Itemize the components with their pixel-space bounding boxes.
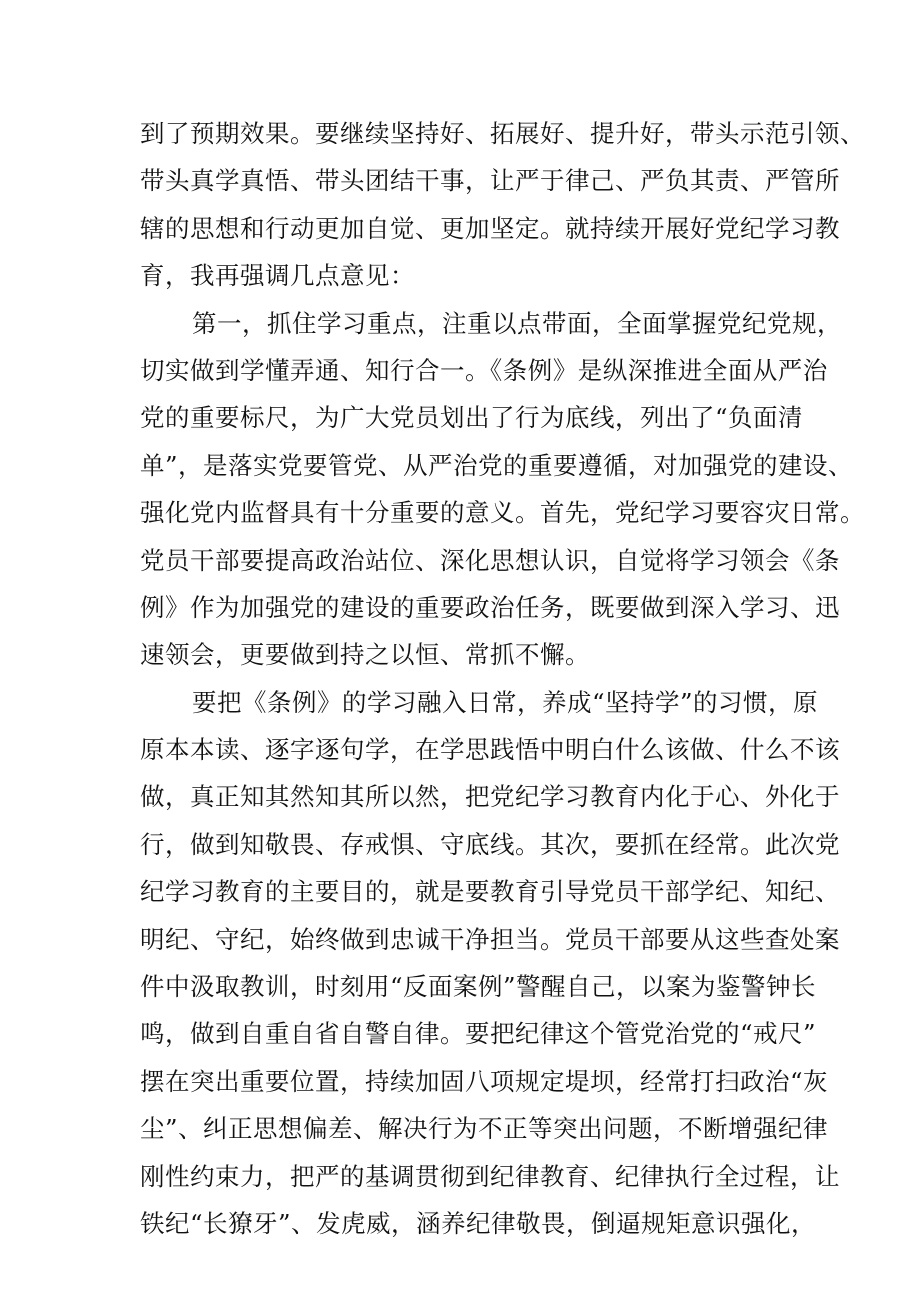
text-line: 做，真正知其然知其所以然，把党纪学习教育内化于心、外化于 — [140, 782, 840, 812]
paragraph-first-line: 第一，抓住学习重点，注重以点带面，全面掌握党纪党规， — [192, 308, 842, 338]
text-line: 单”，是落实党要管党、从严治党的重要遵循，对加强党的建设、 — [140, 450, 854, 480]
text-line: 尘”、纠正思想偏差、解决行为不正等突出问题，不断增强纪律 — [140, 1114, 829, 1144]
text-line: 明纪、守纪，始终做到忠诚干净担当。党员干部要从这些查处案 — [140, 924, 840, 954]
text-line: 切实做到学懂弄通、知行合一。《条例》是纵深推进全面从严治 — [140, 355, 828, 385]
text-line: 党员干部要提高政治站位、深化思想认识，自觉将学习领会《条 — [140, 545, 840, 575]
text-line: 强化党内监督具有十分重要的意义。首先，党纪学习要容灾日常。 — [140, 498, 865, 528]
text-line: 速领会，更要做到持之以恒、常抓不懈。 — [140, 640, 590, 670]
text-line: 到了预期效果。要继续坚持好、拓展好、提升好，带头示范引领、 — [140, 119, 865, 148]
text-line: 刚性约束力，把严的基调贯彻到纪律教育、纪律执行全过程，让 — [140, 1161, 840, 1191]
paragraph-first-line: 要把《条例》的学习融入日常，养成“坚持学”的习惯，原 — [192, 687, 819, 717]
text-line: 例》作为加强党的建设的重要政治任务，既要做到深入学习、迅 — [140, 592, 840, 622]
text-line: 带头真学真悟、带头团结干事，让严于律己、严负其责、严管所 — [140, 166, 840, 196]
text-line: 原本本读、逐字逐句学，在学思践悟中明白什么该做、什么不该 — [140, 735, 840, 765]
text-line: 件中汲取教训，时刻用“反面案例”警醒自己，以案为鉴警钟长 — [140, 972, 817, 1002]
text-line: 育，我再强调几点意见： — [140, 261, 415, 291]
text-line: 行，做到知敬畏、存戒惧、守底线。其次，要抓在经常。此次党 — [140, 829, 840, 859]
text-line: 纪学习教育的主要目的，就是要教育引导党员干部学纪、知纪、 — [140, 877, 840, 907]
text-line: 辖的思想和行动更加自觉、更加坚定。就持续开展好党纪学习教 — [140, 213, 840, 243]
text-line: 党的重要标尺，为广大党员划出了行为底线，列出了“负面清 — [140, 403, 804, 433]
document-body — [140, 110, 865, 1247]
text-line: 鸣，做到自重自省自警自律。要把纪律这个管党治党的“戒尺” — [140, 1019, 817, 1049]
text-line: 摆在突出重要位置，持续加固八项规定堤坝，经常打扫政治“灰 — [140, 1066, 829, 1096]
text-line: 铁纪“长獠牙”、发虎威，涵养纪律敬畏，倒逼规矩意识强化， — [140, 1208, 817, 1238]
